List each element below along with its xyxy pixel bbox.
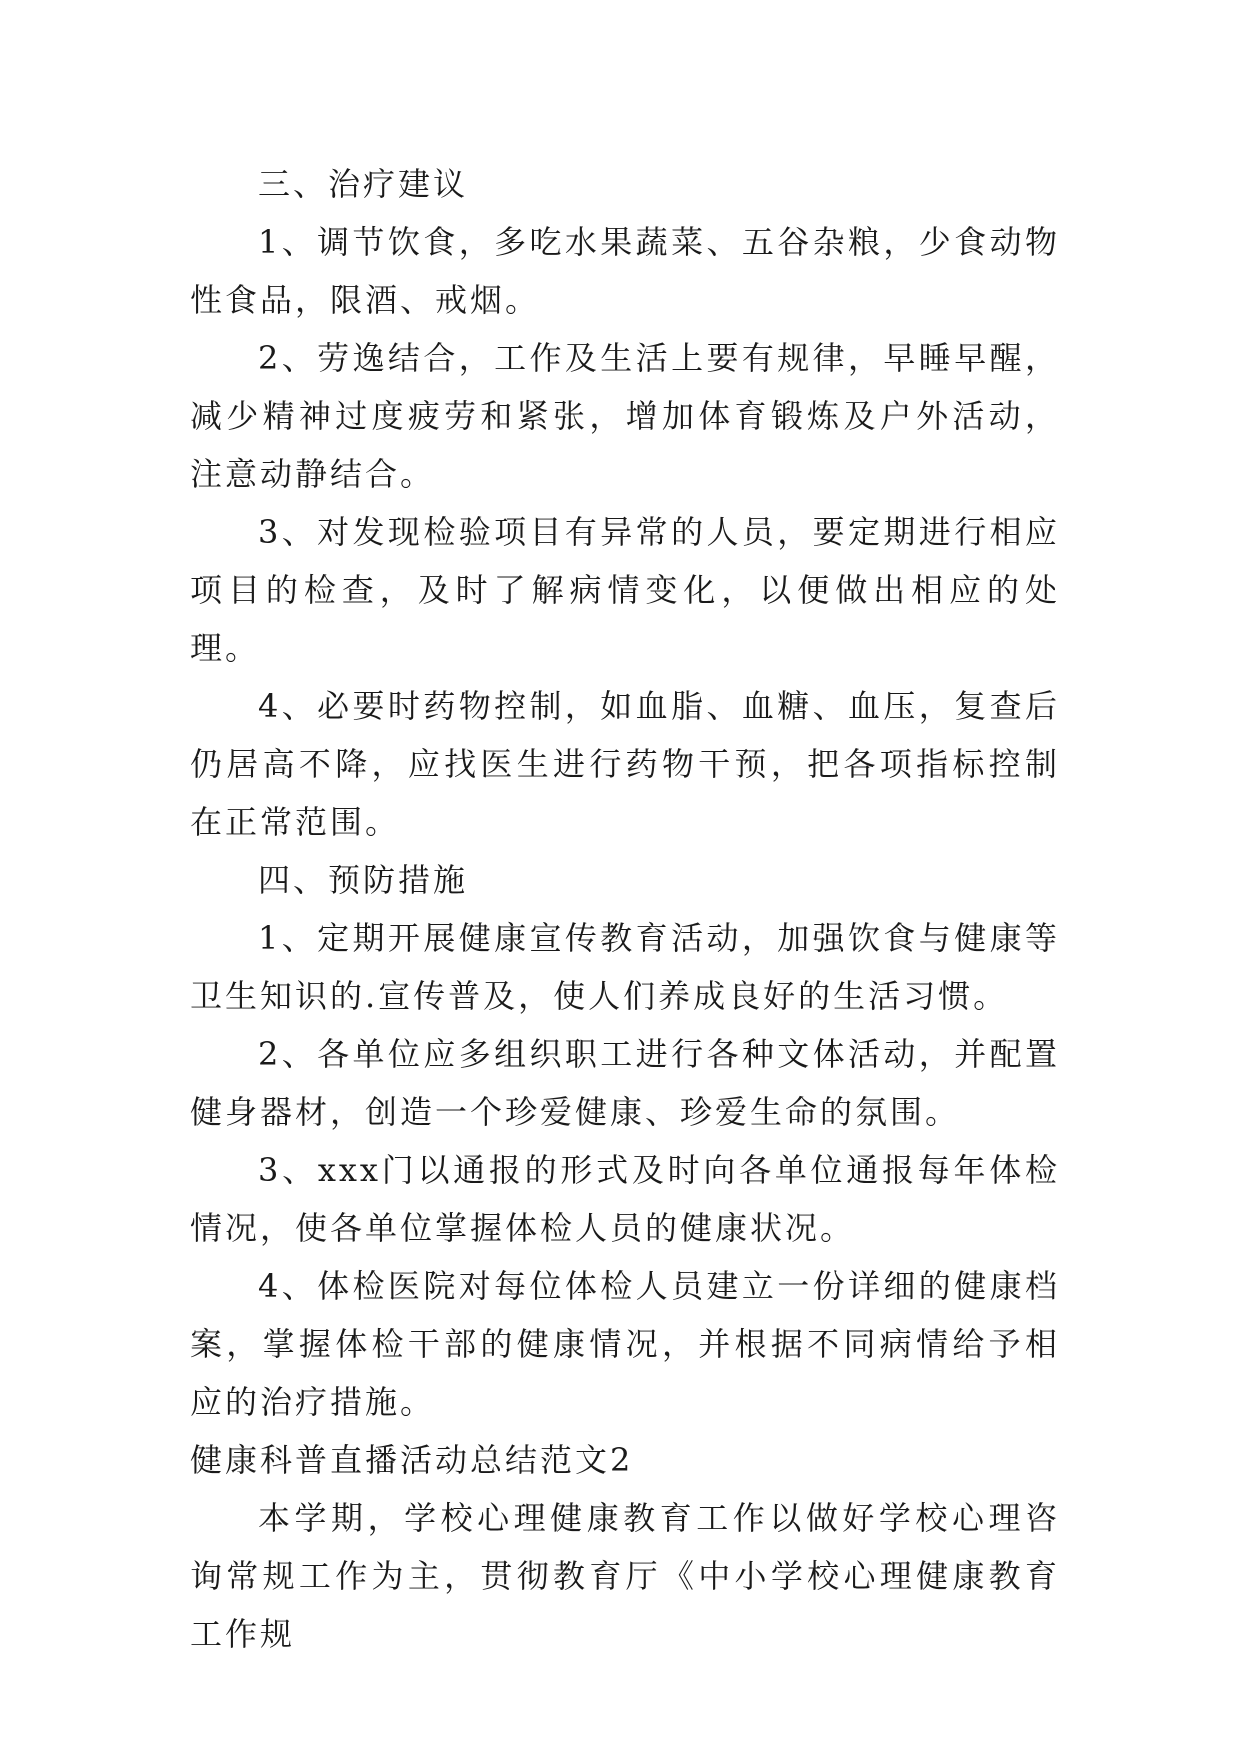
section-heading-prevention: 四、预防措施: [258, 861, 469, 899]
treatment-item-2: 2、劳逸结合，工作及生活上要有规律，早睡早醒，减少精神过度疲劳和紧张，增加体育锻炼及户外活动，注意动静结合。: [190, 339, 1060, 493]
treatment-item-1: 1、调节饮食，多吃水果蔬菜、五谷杂粮，少食动物性食品，限酒、戒烟。: [190, 223, 1060, 319]
document-body: [190, 155, 1060, 1663]
section-heading-treatment: 三、治疗建议: [258, 165, 469, 203]
article-intro-paragraph: 本学期，学校心理健康教育工作以做好学校心理咨询常规工作为主，贯彻教育厅《中小学校心理健康教育工作规: [190, 1499, 1060, 1653]
prevention-item-2: 2、各单位应多组织职工进行各种文体活动，并配置健身器材，创造一个珍爱健康、珍爱生命的氛围。: [190, 1035, 1060, 1131]
prevention-item-1: 1、定期开展健康宣传教育活动，加强饮食与健康等卫生知识的.宣传普及，使人们养成良好的生活习惯。: [190, 919, 1060, 1015]
treatment-item-3: 3、对发现检验项目有异常的人员，要定期进行相应项目的检查，及时了解病情变化，以便做出相应的处理。: [190, 513, 1060, 667]
prevention-item-3: 3、xxx门以通报的形式及时向各单位通报每年体检情况，使各单位掌握体检人员的健康状况。: [190, 1151, 1060, 1247]
prevention-item-4: 4、体检医院对每位体检人员建立一份详细的健康档案，掌握体检干部的健康情况，并根据不同病情给予相应的治疗措施。: [190, 1267, 1060, 1421]
article-title-2: 健康科普直播活动总结范文2: [190, 1441, 634, 1479]
treatment-item-4: 4、必要时药物控制，如血脂、血糖、血压，复查后仍居高不降，应找医生进行药物干预，把各项指标控制在正常范围。: [190, 687, 1060, 841]
